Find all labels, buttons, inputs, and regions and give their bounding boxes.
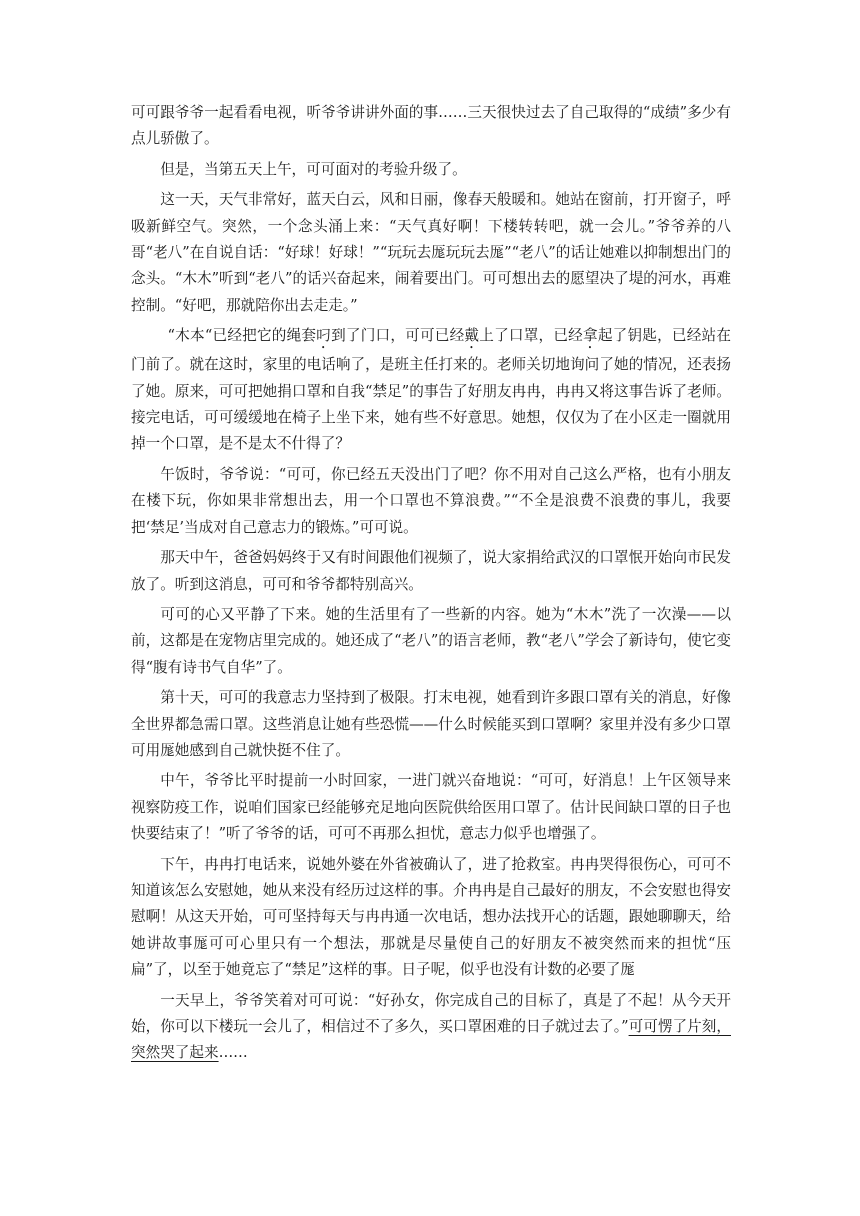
emphasized-verb-diao: 叼	[316, 327, 332, 345]
document-body	[131, 100, 731, 1071]
paragraph-10: 下午，冉冉打电话来，说她外婆在外省被确认了，进了抢救室。冉冉哭得很伤心，可可不知道该怎么安慰她，她从来没有经历过这样的事。介冉冉是自己最好的朋友，不会安慰也得安慰啊！从这天开始，可可坚持每天与冉冉通一次电话，想办法找开心的话题，跟她聊聊天，给她讲故事厖可可心里只有一个想法，那就是尽量使自己的好朋友不被突然而来的担忧“压扁”了，以至于她竟忘了“禁足”这样的事。日子呢，似乎也没有计数的必要了厖	[131, 855, 731, 979]
paragraph-3: 这一天，天气非常好，蓝天白云，风和日丽，像春天般暖和。她站在窗前，打开窗子，呼吸新鲜空气。突然，一个念头涌上来：“天气真好啊！下楼转转吧，就一会儿。”爷爷养的八哥“老八”在自说自话：“好球！好球！”“玩玩去厖玩玩去厖”“老八”的话让她难以抑制想出门的念头。“木木”听到“老八”的话兴奋起来，闹着要出门。可可想出去的愿望决了堤的河水，再难控制。“好吧，那就陪你出去走走。”	[131, 191, 731, 314]
emphasized-verb-na: 拿	[582, 327, 598, 345]
paragraph-11	[131, 988, 731, 1067]
paragraph-2: 但是，当第五天上午，可可面对的考验升级了。	[160, 160, 467, 178]
ellipsis: ……	[218, 1044, 248, 1062]
emphasized-verb-dai: 戴	[464, 327, 480, 345]
paragraph-4-text-a: “木本“已经把它的绳套	[167, 327, 317, 345]
underlined-sentence: 可可愣了片刻，突然哭了起来	[131, 1018, 731, 1062]
paragraph-8: 第十天，可可的我意志力坚持到了极限。打末电视，她看到许多跟口罩有关的消息，好像全世界都急需口罩。这些消息让她有些恐慌——什么时候能买到口罩啊？家里并没有多少口罩可用厖她感到自己就快挺不住了。	[131, 689, 731, 759]
paragraph-4	[131, 323, 731, 458]
paragraph-1: 可可跟爷爷一起看看电视，听爷爷讲讲外面的事……三天很快过去了自己取得的“成绩”多少有点儿骄傲了。	[131, 104, 731, 148]
paragraph-4-text-c: 到了门口，可可已经	[331, 327, 465, 345]
paragraph-4-text-g: 起了钥匙，已经站在门前了。就在这时，家里的电话响了，是班主任打来的。老师关切地询问了她的情况，还表扬了她。原来，可可把她捐口罩和自我“禁足”的事告了好朋友冉冉，冉冉又将这事告诉了老师。接完电话，可可缓缓地在椅子上坐下来，她有些不好意思。她想，仅仅为了在小区走一圈就用掉一个口罩，是不是太不什得了？	[131, 327, 731, 453]
paragraph-11-text-a: 一天早上，爷爷笑着对可可说：“好孙女，你完成自己的目标了，真是了不起！从今天开始，你可以下楼玩一会儿了，相信过不了多久，买口罩困难的日子就过去了。”	[131, 991, 731, 1035]
paragraph-6: 那天中午，爸爸妈妈终于又有时间跟他们视频了，说大家捐给武汉的口罩怋开始向市民发放了。听到这消息，可可和爷爷都特别高兴。	[131, 549, 731, 593]
paragraph-5: 午饭时，爷爷说：“可可，你已经五天没出门了吧？你不用对自己这么严格，也有小朋友在楼下玩，你如果非常想出去，用一个口罩也不算浪费。”“不全是浪费不浪费的事儿，我要把‘禁足’当成对自己意志力的锻炼。”可可说。	[131, 465, 731, 536]
paragraph-7: 可可的心又平静了下来。她的生活里有了一些新的内容。她为“木木”洗了一次澡——以前，这都是在宠物店里完成的。她还成了“老八”的语言老师，教“老八”学会了新诗句，使它变得“腹有诗书气自华”了。	[131, 605, 731, 676]
paragraph-4-text-e: 上了口罩，已经	[479, 327, 583, 345]
paragraph-9: 中午，爷爷比平时提前一小时回家，一进门就兴奋地说：“可可，好消息！上午区领导来视察防疫工作，说咱们国家已经能够充足地向医院供给医用口罩了。估计民间缺口罩的日子也快要结束了！”听了爷爷的话，可可不再那么担忧，意志力似乎也增强了。	[131, 772, 731, 843]
